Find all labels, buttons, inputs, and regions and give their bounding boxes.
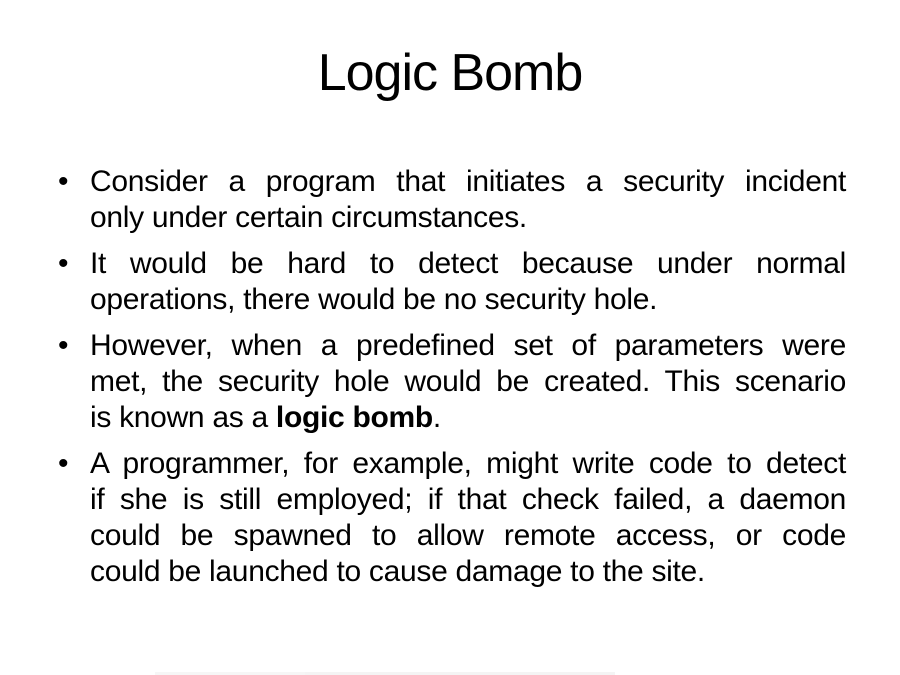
- bullet-text-line: [90, 164, 846, 200]
- bullet-text: [90, 164, 846, 236]
- bullet-text-line: [90, 364, 846, 400]
- text-segment: Consider a program that initiates a security incident: [90, 165, 846, 198]
- bullet-text-line: [90, 200, 846, 236]
- bullet-item: [52, 246, 846, 318]
- text-segment: operations, there would be no security hole.: [90, 283, 658, 316]
- bullet-marker: •: [58, 247, 69, 280]
- bullet-text: [90, 328, 846, 436]
- bullet-text-line: [90, 518, 846, 554]
- bullet-text-line: [90, 328, 846, 364]
- text-segment: is known as a: [90, 401, 276, 434]
- bullet-item: [52, 446, 846, 590]
- bullet-marker: •: [58, 165, 69, 198]
- bullet-text-line: [90, 482, 846, 518]
- text-segment: met, the security hole would be created. This scenario: [90, 365, 846, 398]
- bold-text-segment: logic bomb: [275, 401, 433, 434]
- bullet-item: [52, 328, 846, 436]
- text-segment: if she is still employed; if that check failed, a daemon: [90, 483, 846, 516]
- bullet-text-line: [90, 554, 846, 590]
- text-segment: .: [432, 401, 441, 434]
- bullet-text: [90, 246, 846, 318]
- text-segment: could be spawned to allow remote access, or code: [90, 519, 846, 552]
- text-segment: could be launched to cause damage to the site.: [90, 555, 705, 588]
- bullet-text-line: [90, 282, 846, 318]
- bottom-edge-artifact: [0, 671, 900, 675]
- bullet-text-line: [90, 400, 846, 436]
- bullet-marker: •: [58, 447, 69, 480]
- text-segment: A programmer, for example, might write code to detect: [90, 447, 846, 480]
- text-segment: It would be hard to detect because under normal: [90, 247, 846, 280]
- bullet-text: [90, 446, 846, 590]
- bullet-marker: •: [58, 329, 69, 362]
- text-segment: only under certain circumstances.: [90, 201, 527, 234]
- text-segment: However, when a predefined set of parameters were: [90, 329, 846, 362]
- bullet-text-line: [90, 246, 846, 282]
- bullet-list: [0, 164, 900, 590]
- bullet-item: [52, 164, 846, 236]
- slide-title: Logic Bomb: [317, 44, 583, 102]
- bullet-text-line: [90, 446, 846, 482]
